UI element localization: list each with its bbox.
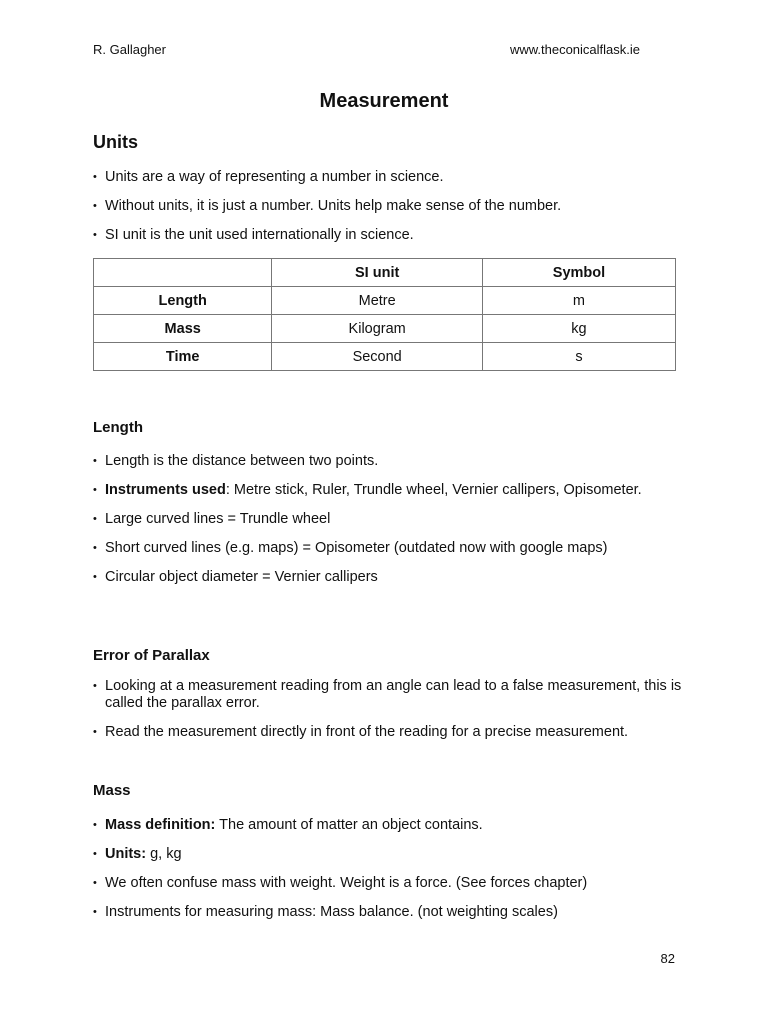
table-row-label: Time — [94, 343, 272, 371]
list-item: • Length is the distance between two points. — [93, 453, 683, 470]
table-cell: Metre — [272, 287, 483, 315]
table-row-label: Mass — [94, 315, 272, 343]
header-website: www.theconicalflask.ie — [509, 42, 640, 57]
bold-label: Units: — [105, 846, 147, 862]
table-cell: Kilogram — [272, 315, 483, 343]
table-row — [94, 343, 676, 371]
table-row-label: Length — [94, 287, 272, 315]
table-row — [94, 315, 676, 343]
bold-label: Instruments used — [105, 482, 226, 498]
length-list — [93, 453, 683, 598]
list-item-text: : Metre stick, Ruler, Trundle wheel, Vernier callipers, Opisometer. — [225, 482, 642, 498]
table-cell: m — [482, 287, 675, 315]
table-header-cell: Symbol — [482, 259, 675, 287]
parallax-list — [93, 678, 683, 753]
list-item: • Read the measurement directly in front of the reading for a precise measurement. — [93, 724, 683, 741]
list-item — [93, 482, 683, 499]
list-item: • Circular object diameter = Vernier callipers — [93, 569, 683, 586]
units-list — [93, 169, 683, 256]
list-item — [93, 817, 683, 834]
list-item-text: The amount of matter an object contains. — [215, 817, 483, 833]
list-item: • Without units, it is just a number. Units help make sense of the number. — [93, 198, 683, 215]
table-cell: s — [482, 343, 675, 371]
list-item: • Large curved lines = Trundle wheel — [93, 511, 683, 528]
mass-list — [93, 817, 683, 933]
table-header-row — [94, 259, 676, 287]
parallax-heading: Error of Parallax — [93, 647, 210, 664]
units-heading: Units — [93, 132, 138, 152]
list-item: • Short curved lines (e.g. maps) = Opisometer (outdated now with google maps) — [93, 540, 683, 557]
table-cell: Second — [272, 343, 483, 371]
table-header-cell — [94, 259, 272, 287]
list-item: • SI unit is the unit used internationally in science. — [93, 227, 683, 244]
list-item-text: g, kg — [146, 846, 182, 862]
list-item: • Units are a way of representing a number in science. — [93, 169, 683, 186]
table-header-cell: SI unit — [272, 259, 483, 287]
page-title: Measurement — [319, 90, 449, 112]
bold-label: Mass definition: — [105, 817, 216, 833]
list-item: • We often confuse mass with weight. Weight is a force. (See forces chapter) — [93, 875, 683, 892]
page-number: 82 — [660, 951, 675, 966]
mass-heading: Mass — [93, 782, 131, 799]
list-item: • Instruments for measuring mass: Mass balance. (not weighting scales) — [93, 904, 683, 921]
table-cell: kg — [482, 315, 675, 343]
header-author: R. Gallagher — [93, 42, 166, 57]
list-item: • Looking at a measurement reading from an angle can lead to a false measurement, this is called the parallax error. — [93, 678, 683, 712]
table-row — [94, 287, 676, 315]
length-heading: Length — [93, 419, 143, 436]
si-units-table — [93, 258, 676, 371]
list-item — [93, 846, 683, 863]
